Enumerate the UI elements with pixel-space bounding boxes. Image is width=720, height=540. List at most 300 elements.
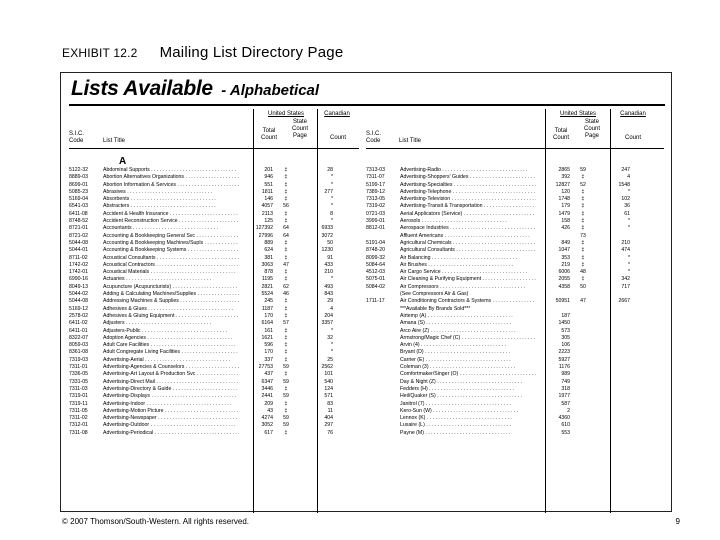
list-item [366,291,630,298]
exhibit-title: Mailing List Directory Page [159,44,344,61]
total-count: 170 [264,312,273,319]
total-count: 245 [264,298,273,305]
list-item [366,276,630,283]
list-item [366,284,630,291]
list-title: Janitrol (7) . . . [400,401,536,408]
total-count: 6164 [261,320,273,327]
total-count: 187 [561,312,570,319]
state-count-page [570,430,596,437]
list-item [69,189,333,196]
right-list-column [366,167,630,437]
state-count-page: ‡ [581,225,585,232]
left-canadian-header: Canadian [324,111,350,117]
sic-code: 5044-02 [69,291,89,298]
canadian-count: * [330,218,333,225]
list-item [366,335,630,342]
total-count: 1450 [558,320,570,327]
list-title: Advertising-Periodical . . . [103,430,239,437]
sic-code: 8889-03 [69,174,89,181]
list-item [69,291,333,298]
state-count-page [570,320,596,327]
page-number: 9 [675,517,680,526]
list-item [366,371,630,378]
directory-page-scan [60,72,672,512]
state-count-page: ‡ [284,349,288,356]
list-item [69,240,333,247]
sic-code [366,306,400,313]
total-count: 2055 [558,276,570,283]
list-title: Advertising-Agencies & Counselors . . . [103,364,239,371]
list-item [69,196,333,203]
state-count-page: ‡ [284,239,288,246]
sic-code [366,422,400,429]
list-item [69,211,333,218]
total-count: 437 [264,371,273,378]
total-count: 179 [561,203,570,210]
list-item [69,167,333,174]
sic-code: 7311-05 [69,407,88,414]
list-item [69,262,333,269]
right-total-header: Total Count [552,128,569,141]
right-count-header: Count [624,135,641,141]
list-title: Fedders (H) . . . [400,386,536,393]
state-count-page [570,393,596,400]
exhibit-label: EXHIBIT 12.2 [62,46,138,60]
canadian-count: * [627,188,630,195]
state-count-page [570,364,596,371]
sic-code [366,415,400,422]
state-count-page [570,371,596,378]
total-count: 551 [264,181,273,188]
canadian-count: 1548 [618,181,630,188]
state-count-page: ‡ [284,429,288,436]
left-us-header: United States [267,111,305,117]
sic-code: 5044-01 [69,247,89,254]
list-title: Aerosols . . . [400,218,536,225]
sic-code: 8748-20 [366,247,386,254]
sic-code [366,386,400,393]
total-count: 27996 [258,232,273,239]
list-item [69,364,333,371]
sic-code: 5191-04 [366,239,386,246]
list-item [69,379,333,386]
list-item [69,335,333,342]
sic-code: 8049-13 [69,283,89,290]
list-item [69,422,333,429]
sic-code: 8322-07 [69,334,89,341]
state-count-page: ‡ [581,188,585,195]
total-count: 3063 [261,261,273,268]
list-item [69,408,333,415]
state-count-page: ‡ [581,254,585,261]
total-count [536,233,570,240]
list-title: Amana (S) . . . [400,320,536,327]
state-count-page: ‡ [581,247,585,254]
sic-code: 6990-16 [69,276,89,283]
total-count: 1748 [558,196,570,203]
sic-code: 7311-02 [69,415,88,422]
state-count-page [570,357,596,364]
canadian-count: 277 [324,188,333,195]
list-title: Air Cleaning & Purifying Equipment . . . [400,276,536,283]
sic-code: 8059-03 [69,342,89,349]
state-count-page: 59 [580,167,586,173]
canadian-count: 4 [627,174,630,181]
total-count: 3052 [261,422,273,429]
list-item [69,371,333,378]
sic-code [366,320,400,327]
total-count: 209 [264,400,273,407]
list-item [69,255,333,262]
canadian-count: 204 [324,312,333,319]
state-count-page: 57 [283,320,289,327]
sic-code: 7319-01 [69,393,89,400]
total-count: 337 [264,356,273,363]
total-count: 27753 [258,364,273,371]
copyright-notice: © 2007 Thomson/South-Western. All rights reserved. [62,517,250,526]
total-count: 106 [561,342,570,349]
canadian-count [596,364,630,371]
list-item [366,357,630,364]
sic-code: 1711-17 [366,298,385,305]
sic-code [366,371,400,378]
state-count-page [570,291,596,298]
list-title: Abrasives . . . [103,189,239,196]
canadian-count: * [627,225,630,232]
list-title: Advertising-Radio . . . [400,167,536,174]
state-count-page: 59 [283,415,289,422]
canadian-count [596,328,630,335]
list-item [366,240,630,247]
list-title: Accountants . . . [103,225,239,232]
canadian-count: 571 [324,393,333,400]
total-count: 6006 [558,269,570,276]
list-title: Accident & Health Insurance . . . [103,211,239,218]
total-count: 4360 [558,415,570,422]
canadian-count [596,379,630,386]
left-list-column [69,167,333,437]
canadian-count: * [330,276,333,283]
total-count: 1621 [261,334,273,341]
list-item [69,298,333,305]
canadian-count: 11 [327,407,333,414]
list-title: Arco Aire (Z) . . . [400,328,536,335]
canadian-count: * [330,203,333,210]
canadian-count: 717 [621,283,630,290]
left-total-header: Total Count [260,128,277,141]
list-item [366,349,630,356]
total-count: 201 [264,167,273,173]
list-item [69,306,333,313]
total-count: 426 [561,225,570,232]
list-title: Agricultural Consultants . . . [400,247,536,254]
state-count-page [570,349,596,356]
list-item [366,408,630,415]
sic-code [366,349,400,356]
list-title: Advertising-Television . . . [400,196,536,203]
canadian-count: 101 [324,371,333,378]
list-title: Air Conditioning Contractors & Systems . . . [400,298,536,305]
left-header-rule [69,148,359,149]
list-title: Acoustical Materials . . . [103,269,239,276]
state-count-page [570,408,596,415]
total-count: 2821 [261,283,273,290]
list-title: Aerospace Industries . . . [400,225,536,232]
canadian-count: 61 [624,210,630,217]
state-count-page: ‡ [284,407,288,414]
canadian-count: 210 [621,239,630,246]
state-count-page: ‡ [284,247,288,254]
state-count-page: 59 [283,393,289,400]
sic-code: 7312-01 [69,422,89,429]
canadian-count [596,233,630,240]
list-item [366,422,630,429]
section-letter: A [119,156,127,167]
canadian-count: 32 [327,334,333,341]
canadian-count: 3072 [321,232,333,239]
list-title: Abortion Alternatives Organizations . . . [103,174,239,181]
state-count-page: ‡ [581,239,585,246]
list-item [366,320,630,327]
state-count-page: ‡ [284,269,288,276]
list-title: Carrier (E) . . . [400,357,536,364]
canadian-count [596,393,630,400]
state-count-page: ‡ [581,203,585,210]
sic-code: 7331-05 [69,378,89,385]
state-count-page [570,313,596,320]
canadian-count: 6933 [321,225,333,232]
state-count-page [570,415,596,422]
sic-code: 7311-03 [69,385,88,392]
list-item [366,211,630,218]
state-count-page: 73 [580,232,586,239]
canadian-count: 28 [327,167,333,173]
sic-code: 8748-52 [69,218,89,225]
sic-code: 0721-03 [366,210,386,217]
canadian-count [596,371,630,378]
state-count-page: ‡ [284,276,288,283]
list-item [366,342,630,349]
list-title: Kero-Sun (W) . . . [400,408,536,415]
canadian-count: 102 [621,196,630,203]
state-count-page: ‡ [284,312,288,319]
canadian-count [596,415,630,422]
list-item [366,298,630,305]
left-state-header: State Count Page [291,119,308,139]
sic-code: 7311-07 [366,174,385,181]
canadian-count: 4 [330,305,333,312]
canadian-count: * [330,342,333,349]
list-item [69,313,333,320]
total-count: 120 [561,188,570,195]
state-count-page: ‡ [284,327,288,334]
list-title: Adoption Agencies . . . [103,335,239,342]
sic-code [366,335,400,342]
total-count: 1479 [558,210,570,217]
total-count: 849 [561,239,570,246]
sic-code: 8721-01 [69,225,89,232]
canadian-count [596,313,630,320]
list-title: Adult Congregate Living Facilities . . . [103,349,239,356]
list-item [366,386,630,393]
total-count: 624 [264,247,273,254]
sic-code [366,291,400,298]
sic-code: 7336-05 [69,371,89,378]
list-title: ***Available By Brands Sold*** [400,305,471,312]
canadian-count: 843 [324,291,333,298]
list-title: Advertising-Shoppers' Guides . . . [400,174,536,181]
state-count-page: ‡ [284,188,288,195]
sic-code: 8721-02 [69,232,89,239]
total-count: 5927 [558,356,570,363]
total-count: 4274 [261,415,273,422]
sic-code: 7313-05 [366,196,386,203]
list-item [69,342,333,349]
total-count: 2 [567,407,570,414]
list-title: (See Compressors Air & Gas) [400,291,469,298]
list-item [366,262,630,269]
list-item [69,357,333,364]
state-count-page: ‡ [581,196,585,203]
canadian-count [596,349,630,356]
list-item [69,349,333,356]
lists-heading [71,77,319,101]
canadian-count [596,291,630,298]
list-item [69,276,333,283]
right-state-header: State Count Page [583,119,600,139]
total-count: 946 [264,174,273,181]
total-count: 158 [561,218,570,225]
sic-code: 5169-12 [69,305,89,312]
state-count-page [570,386,596,393]
canadian-count: 2667 [618,298,630,305]
total-count [536,306,570,313]
right-us-header: United States [559,111,597,117]
canadian-count: 297 [324,422,333,429]
list-title: Acupuncture (Acupuncturists) . . . [103,284,239,291]
total-count: 2223 [558,349,570,356]
list-item [69,320,333,327]
state-count-page: ‡ [284,400,288,407]
list-title: Advertising-Outdoor . . . [103,422,239,429]
list-title: Abdominal Supports . . . [103,167,239,174]
state-count-page: ‡ [284,218,288,225]
total-count: 170 [264,349,273,356]
total-count: 989 [561,371,570,378]
list-title: Comfortmaker/Singer (O) . . . [400,371,536,378]
list-item [366,415,630,422]
canadian-count: 540 [324,378,333,385]
state-count-page: ‡ [284,356,288,363]
state-count-page: 48 [580,269,586,276]
list-title: Day & Night (Z) . . . [400,379,536,386]
list-title: Addressing Machines & Supplies . . . [103,298,239,305]
list-item [69,233,333,240]
canadian-count: 1230 [321,247,333,254]
list-title: Aerial Applicators (Service) . . . [400,211,536,218]
total-count: 161 [264,327,273,334]
sic-code: 8699-01 [69,181,89,188]
canadian-count [596,430,630,437]
total-count: 2441 [261,393,273,400]
sic-code [366,364,400,371]
state-count-page: ‡ [284,371,288,378]
list-item [69,225,333,232]
state-count-page: ‡ [581,261,585,268]
list-title: Adhesives & Gluing Equipment . . . [103,313,239,320]
state-count-page: 52 [580,181,586,188]
list-item [69,401,333,408]
sic-code [366,233,400,240]
canadian-count: * [330,181,333,188]
total-count: 392 [561,174,570,181]
list-title: Advertising-Indoor . . . [103,401,239,408]
list-item [69,393,333,400]
list-item [69,247,333,254]
list-item [366,225,630,232]
list-title: Air Balancing . . . [400,255,536,262]
canadian-count [596,422,630,429]
sic-code: 8099-32 [366,254,386,261]
list-title: Advertising-Transit & Transportation . . . [400,203,536,210]
sic-code [366,313,400,320]
list-item [69,386,333,393]
canadian-count [596,335,630,342]
total-count: 4358 [558,283,570,290]
list-title: Acoustical Consultants . . . [103,255,239,262]
total-count: 50951 [555,298,570,305]
list-item [366,218,630,225]
list-title: Coleman (3) . . . [400,364,536,371]
total-count: 12827 [555,181,570,188]
canadian-count [596,408,630,415]
list-title: Bryant (D) . . . [400,349,536,356]
sic-code: 1742-01 [69,269,89,276]
list-item [366,269,630,276]
state-count-page [570,401,596,408]
state-count-page: 64 [283,225,289,232]
list-title: Advertising-Displays . . . [103,393,239,400]
sic-code [366,430,400,437]
list-title: Airtemp (A) . . . [400,313,536,320]
state-count-page: 46 [283,291,289,298]
list-title: Accounting & Bookkeeping Machines/Supls . . . [103,240,239,247]
total-count: 1195 [261,276,273,283]
state-count-page: ‡ [284,181,288,188]
state-count-page: ‡ [581,210,585,217]
sic-code: 5085-23 [69,188,89,195]
total-count: 5524 [261,291,273,298]
total-count: 305 [561,334,570,341]
sic-code: 7319-11 [69,400,88,407]
list-item [366,167,630,174]
list-title: Air Compressors . . . [400,284,536,291]
list-title: Abstracters . . . [103,203,239,210]
list-item [366,328,630,335]
total-count: 353 [561,254,570,261]
sic-code: 5084-64 [366,261,386,268]
state-count-page: 59 [283,422,289,429]
canadian-count [596,320,630,327]
list-item [366,430,630,437]
state-count-page: 64 [283,232,289,239]
sic-code: 6411-02 [69,320,88,327]
list-title: Actuaries . . . [103,276,239,283]
state-count-page: ‡ [581,174,585,181]
total-count: 1187 [261,305,273,312]
canadian-count: 76 [327,429,333,436]
sic-code: 8812-01 [366,225,386,232]
